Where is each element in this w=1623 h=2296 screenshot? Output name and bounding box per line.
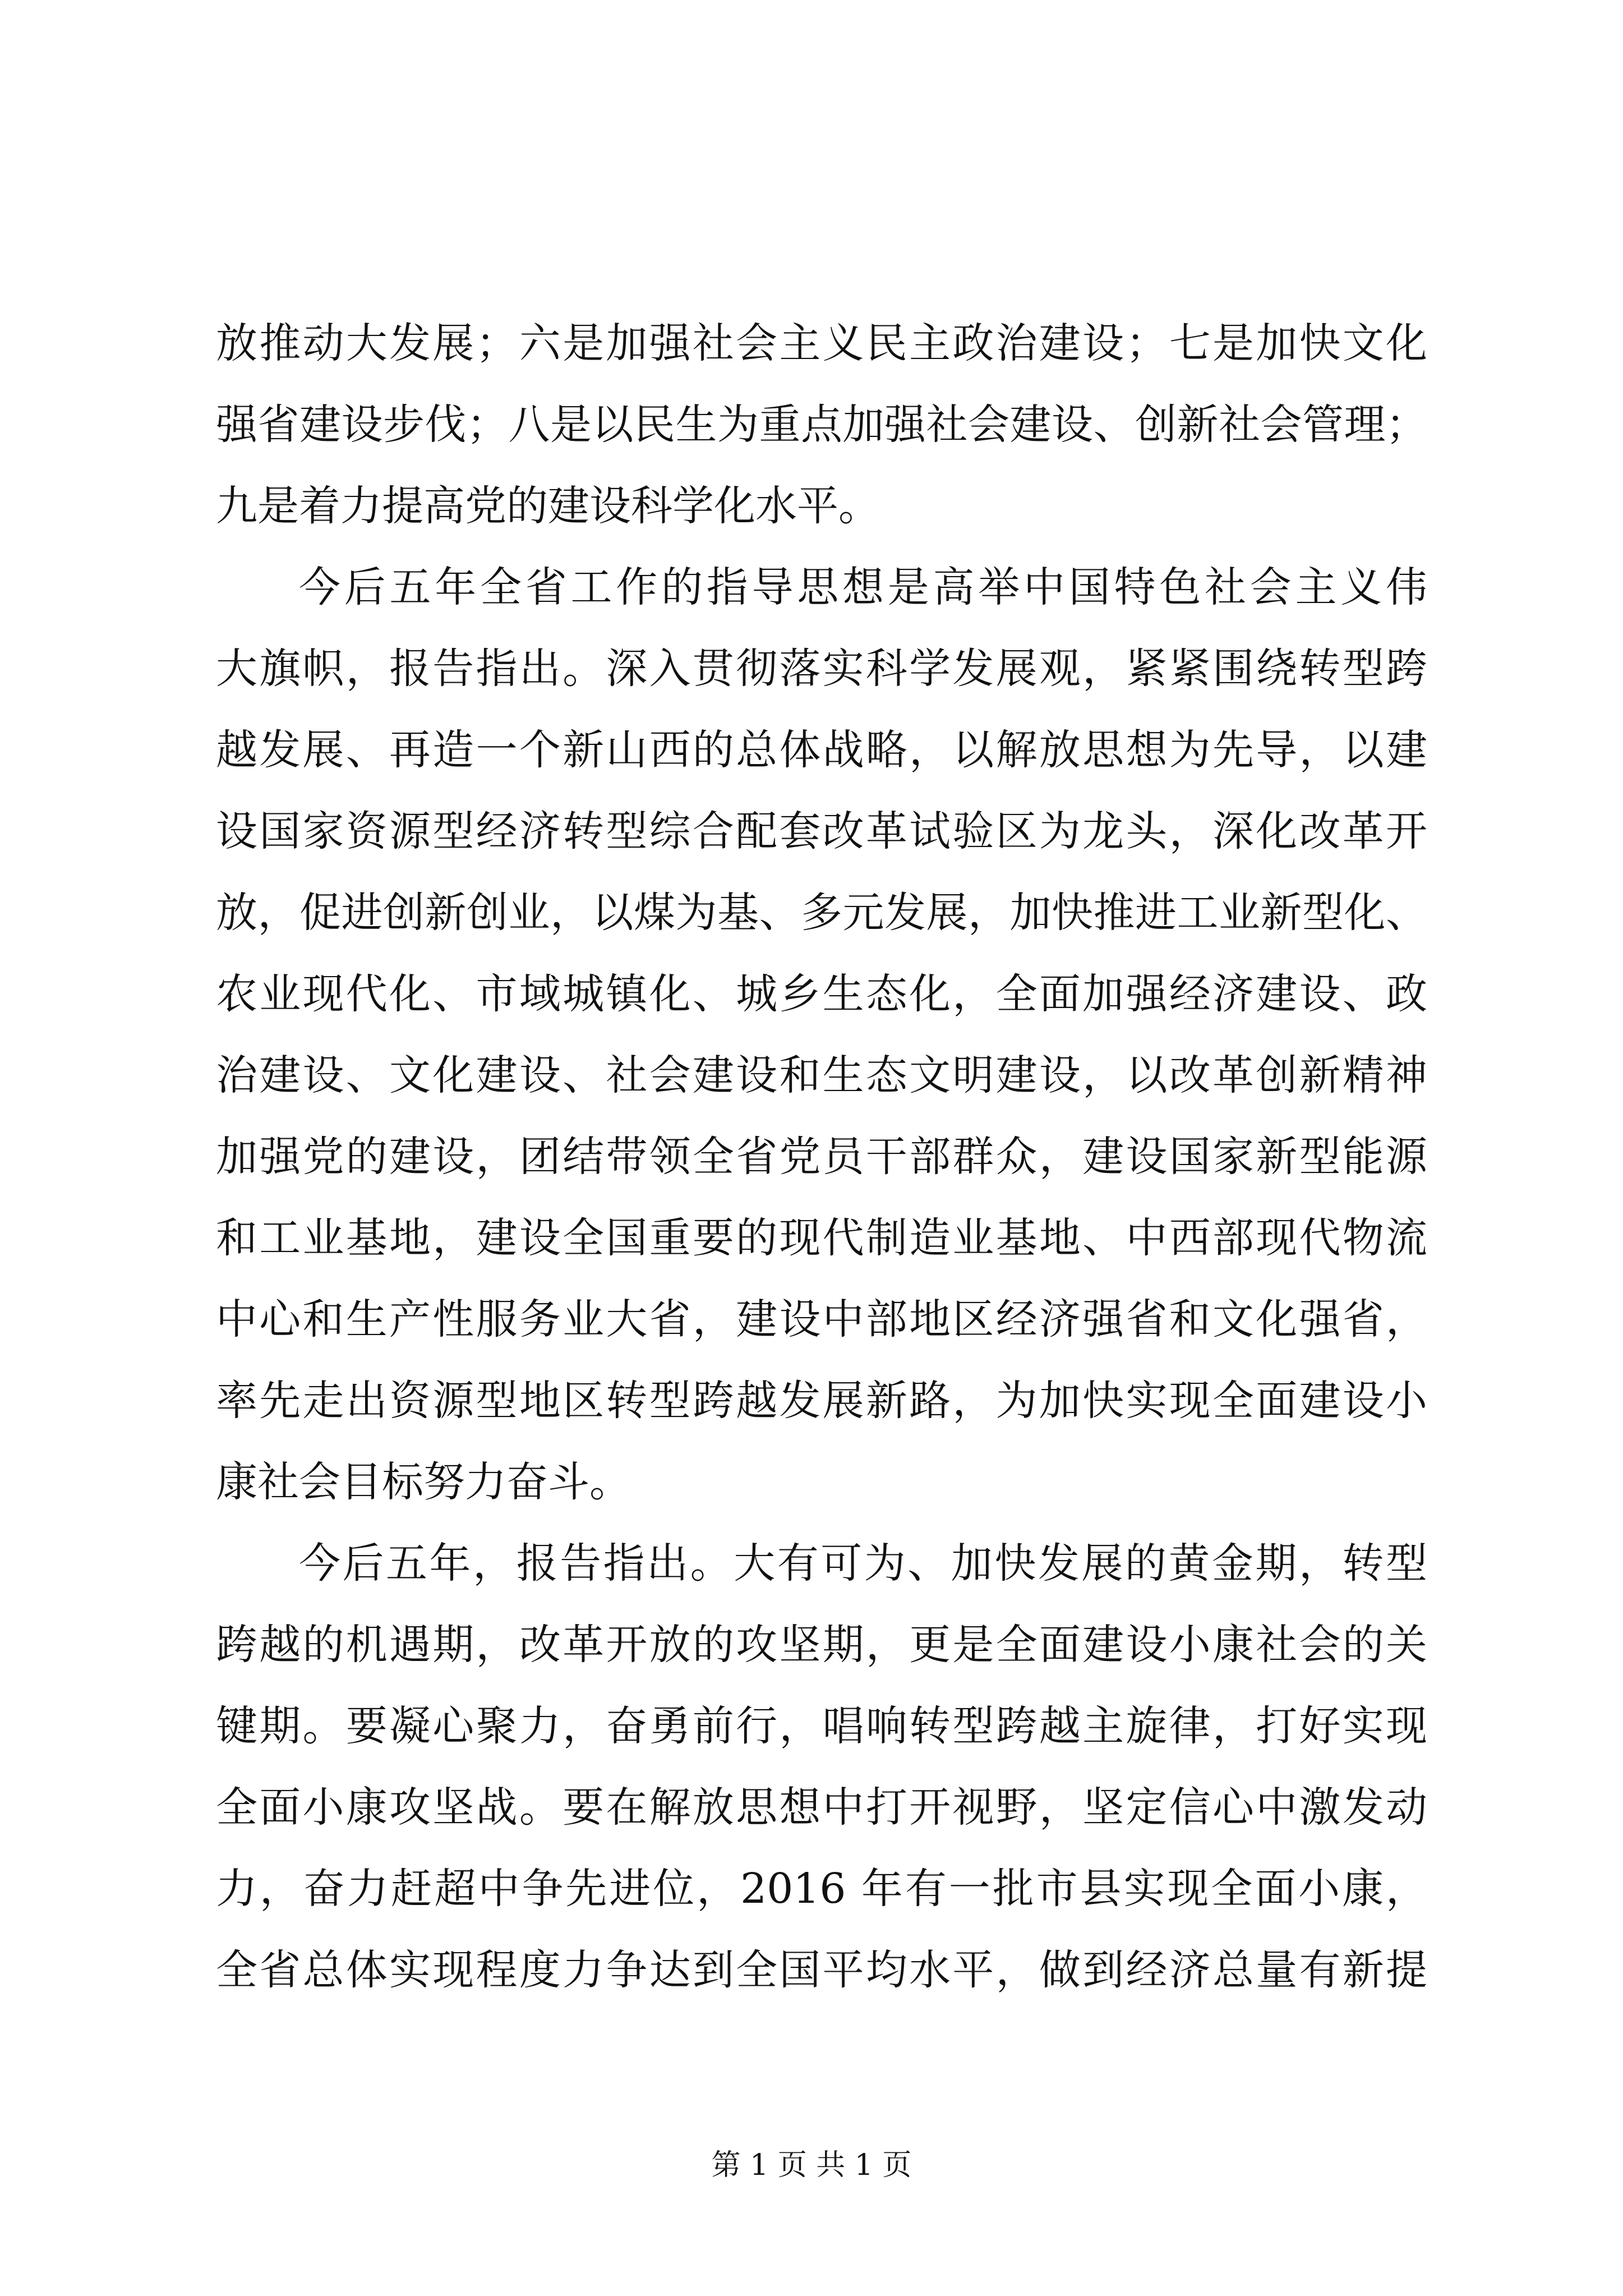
text-line: 和工业基地，建设全国重要的现代制造业基地、中西部现代物流 xyxy=(216,1214,1427,1262)
body-text xyxy=(216,303,1427,2011)
text-line: 中心和生产性服务业大省，建设中部地区经济强省和文化强省， xyxy=(216,1295,1427,1343)
page-footer: 第 1 页 共 1 页 xyxy=(711,2148,912,2182)
text-line: 加强党的建设，团结带领全省党员干部群众，建设国家新型能源 xyxy=(216,1133,1427,1181)
text-line: 今后五年全省工作的指导思想是高举中国特色社会主义伟 xyxy=(299,563,1427,611)
text-line: 治建设、文化建设、社会建设和生态文明建设，以改革创新精神 xyxy=(216,1051,1427,1099)
text-line: 率先走出资源型地区转型跨越发展新路，为加快实现全面建设小 xyxy=(216,1377,1427,1425)
text-line: 九是着力提高党的建设科学化水平。 xyxy=(216,482,880,530)
text-line: 强省建设步伐；八是以民生为重点加强社会建设、创新社会管理； xyxy=(216,401,1427,449)
text-line: 键期。要凝心聚力，奋勇前行，唱响转型跨越主旋律，打好实现 xyxy=(216,1702,1427,1750)
text-line: 农业现代化、市域城镇化、城乡生态化，全面加强经济建设、政 xyxy=(216,970,1427,1018)
text-line: 放，促进创新创业，以煤为基、多元发展，加快推进工业新型化、 xyxy=(216,889,1427,937)
text-line: 全面小康攻坚战。要在解放思想中打开视野，坚定信心中激发动 xyxy=(216,1783,1427,1832)
text-line: 康社会目标努力奋斗。 xyxy=(216,1458,631,1506)
text-line: 大旗帜，报告指出。深入贯彻落实科学发展观，紧紧围绕转型跨 xyxy=(216,645,1427,693)
text-line: 跨越的机遇期，改革开放的攻坚期，更是全面建设小康社会的关 xyxy=(216,1621,1427,1669)
text-line: 放推动大发展；六是加强社会主义民主政治建设；七是加快文化 xyxy=(216,319,1427,367)
text-line: 设国家资源型经济转型综合配套改革试验区为龙头，深化改革开 xyxy=(216,807,1427,855)
text-line: 全省总体实现程度力争达到全国平均水平，做到经济总量有新提 xyxy=(216,1946,1427,1994)
text-line: 今后五年，报告指出。大有可为、加快发展的黄金期，转型 xyxy=(299,1539,1427,1588)
text-line: 力，奋力赶超中争先进位，2016 年有一批市县实现全面小康， xyxy=(216,1865,1427,1913)
text-line: 越发展、再造一个新山西的总体战略，以解放思想为先导，以建 xyxy=(216,726,1427,774)
